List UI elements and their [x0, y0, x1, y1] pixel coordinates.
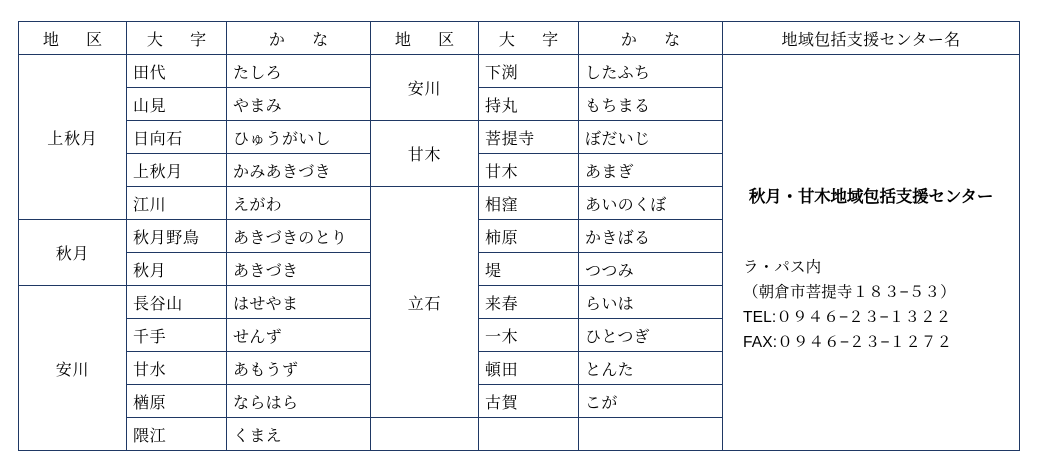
center-address: ラ・パス内 （朝倉市菩提寺１８３−５３） TEL:０９４６−２３−１３２２ FAX:０９４６−２３−１２７２: [743, 259, 956, 352]
left-kana-cell: かみあきづき: [227, 154, 371, 187]
header-left-district: 地 区: [19, 22, 127, 55]
left-name-cell: 山見: [127, 88, 227, 121]
table-body: [19, 55, 1020, 451]
left-name-cell: 日向石: [127, 121, 227, 154]
left-kana-cell: たしろ: [227, 55, 371, 88]
left-name-cell: 秋月野鳥: [127, 220, 227, 253]
header-left-kana: か な: [227, 22, 371, 55]
left-kana-cell: ならはら: [227, 385, 371, 418]
right-kana-cell: もちまる: [579, 88, 723, 121]
right-kana-cell: あまぎ: [579, 154, 723, 187]
left-name-cell: 甘水: [127, 352, 227, 385]
left-kana-cell: あきづき: [227, 253, 371, 286]
right-kana-cell: したふち: [579, 55, 723, 88]
left-name-cell: 千手: [127, 319, 227, 352]
right-name-cell: 甘木: [479, 154, 579, 187]
left-kana-cell: あもうず: [227, 352, 371, 385]
header-right-name: 大 字: [479, 22, 579, 55]
right-kana-cell: こが: [579, 385, 723, 418]
right-name-cell: 下渕: [479, 55, 579, 88]
right-name-cell: 堤: [479, 253, 579, 286]
right-kana-cell: らいは: [579, 286, 723, 319]
right-name-cell: 柿原: [479, 220, 579, 253]
left-name-cell: 田代: [127, 55, 227, 88]
left-district-cell: 安川: [19, 286, 127, 451]
right-district-cell-empty: [371, 418, 479, 451]
center-title: 秋月・甘木地域包括支援センター: [748, 188, 994, 206]
left-name-cell: 上秋月: [127, 154, 227, 187]
right-kana-cell: [579, 418, 723, 451]
right-name-cell: 来春: [479, 286, 579, 319]
right-kana-cell: かきばる: [579, 220, 723, 253]
right-name-cell: 相窪: [479, 187, 579, 220]
right-name-cell: 古賀: [479, 385, 579, 418]
district-table: [18, 21, 1020, 451]
table-row: [19, 55, 1020, 88]
left-kana-cell: せんず: [227, 319, 371, 352]
right-district-cell: 安川: [371, 55, 479, 121]
left-name-cell: 長谷山: [127, 286, 227, 319]
right-kana-cell: つつみ: [579, 253, 723, 286]
left-district-cell: 秋月: [19, 220, 127, 286]
left-kana-cell: あきづきのとり: [227, 220, 371, 253]
header-right-kana: か な: [579, 22, 723, 55]
right-name-cell: 菩提寺: [479, 121, 579, 154]
right-district-cell: 甘木: [371, 121, 479, 187]
right-kana-cell: ぼだいじ: [579, 121, 723, 154]
header-right-district: 地 区: [371, 22, 479, 55]
left-kana-cell: ひゅうがいし: [227, 121, 371, 154]
center-info-cell: [723, 55, 1020, 451]
right-name-cell: 一木: [479, 319, 579, 352]
left-name-cell: 江川: [127, 187, 227, 220]
left-kana-cell: えがわ: [227, 187, 371, 220]
left-kana-cell: やまみ: [227, 88, 371, 121]
right-name-cell: 持丸: [479, 88, 579, 121]
right-kana-cell: ひとつぎ: [579, 319, 723, 352]
left-name-cell: 隈江: [127, 418, 227, 451]
left-name-cell: 秋月: [127, 253, 227, 286]
right-name-cell: [479, 418, 579, 451]
table-header-row: [19, 22, 1020, 55]
right-district-cell: 立石: [371, 187, 479, 418]
left-district-cell: 上秋月: [19, 55, 127, 220]
header-center-name: 地域包括支援センター名: [723, 22, 1020, 55]
left-kana-cell: はせやま: [227, 286, 371, 319]
right-name-cell: 頓田: [479, 352, 579, 385]
left-name-cell: 楢原: [127, 385, 227, 418]
left-kana-cell: くまえ: [227, 418, 371, 451]
header-left-name: 大 字: [127, 22, 227, 55]
right-kana-cell: とんた: [579, 352, 723, 385]
right-kana-cell: あいのくぼ: [579, 187, 723, 220]
